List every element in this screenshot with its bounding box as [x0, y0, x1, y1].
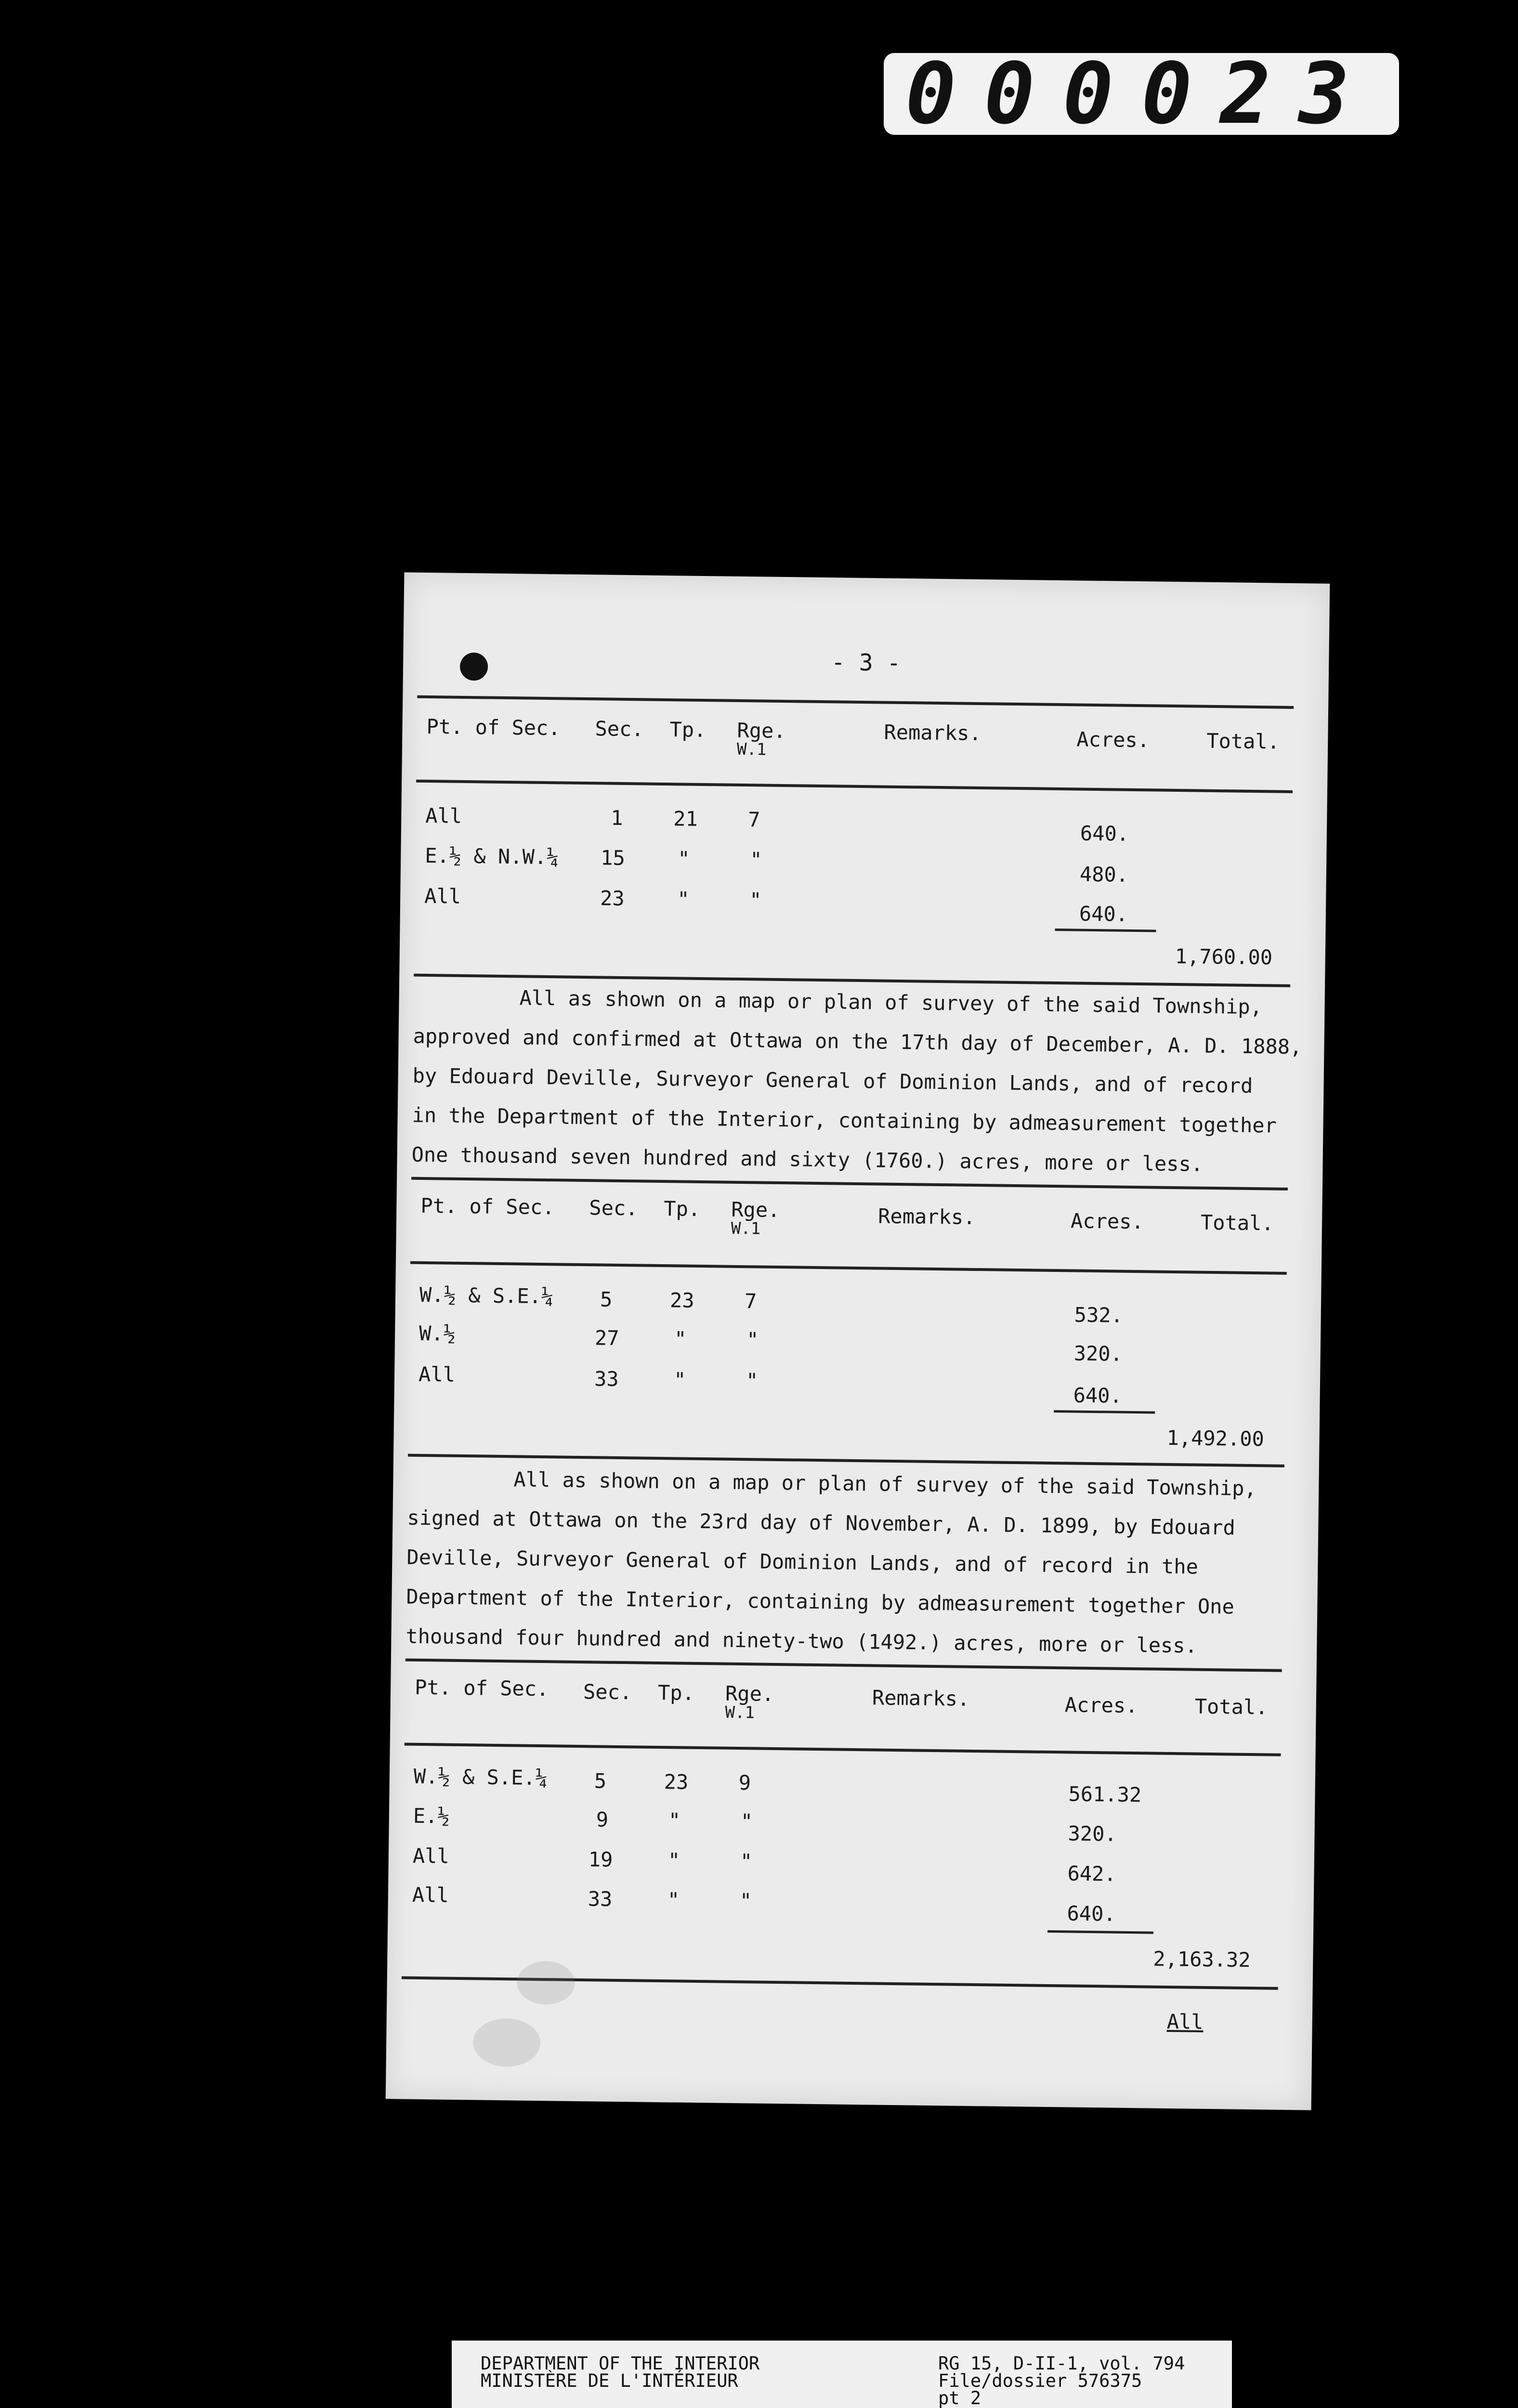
row-acres: 561.32 [1068, 1782, 1142, 1807]
row-acres: 642. [1067, 1861, 1116, 1886]
row-sec: 27 [594, 1326, 619, 1350]
legal-description-2 [406, 1459, 1284, 1667]
department-fr: MINISTÈRE DE L'INTÉRIEUR [481, 2370, 738, 2391]
row-acres: 640. [1079, 902, 1128, 926]
header-pt-of-sec: Pt. of Sec. [414, 1675, 549, 1701]
page-number: - 3 - [831, 649, 901, 677]
department-en: DEPARTMENT OF THE INTERIOR [481, 2353, 760, 2374]
row-rge: " [740, 1849, 753, 1873]
row-rge: 9 [738, 1771, 751, 1795]
paragraph-line: in the Department of the Interior, containing by admeasurement together [412, 1103, 1277, 1138]
land-table-2 [408, 1177, 1288, 1457]
header-pt-of-sec: Pt. of Sec. [426, 714, 561, 740]
row-tp: " [677, 847, 690, 871]
paragraph-line: signed at Ottawa on the 23rd day of November, A. D. 1899, by Edouard [407, 1505, 1236, 1540]
row-sec: 33 [594, 1367, 619, 1391]
header-acres: Acres. [1070, 1209, 1144, 1234]
land-table-1 [414, 695, 1294, 981]
row-rge: " [746, 1369, 759, 1393]
row-tp: 23 [669, 1288, 694, 1312]
header-total: Total. [1200, 1210, 1274, 1235]
row-pt: W.½ & S.E.¼ [413, 1764, 548, 1790]
paragraph-line: approved and confirmed at Ottawa on the 17th day of December, A. D. 1888, [413, 1024, 1302, 1059]
header-sec: Sec. [583, 1680, 632, 1704]
row-pt: W.½ & S.E.¼ [419, 1283, 554, 1309]
table-top-rule [417, 695, 1294, 709]
row-tp: " [668, 1808, 681, 1832]
legal-description-1 [411, 977, 1302, 1185]
paragraph-line: by Edouard Deville, Surveyor General of Dominion Lands, and of record [412, 1063, 1253, 1098]
row-acres: 320. [1073, 1341, 1123, 1366]
archive-reference-label [452, 2341, 1232, 2408]
header-total: Total. [1206, 729, 1280, 754]
sum-underline [1055, 929, 1156, 932]
header-rge: Rge. W.1 [731, 1197, 780, 1239]
header-remarks: Remarks. [872, 1686, 970, 1711]
row-pt: W.½ [419, 1321, 456, 1346]
table-total: 2,163.32 [1153, 1947, 1251, 1972]
row-tp: " [677, 887, 690, 911]
row-acres: 640. [1080, 821, 1129, 846]
paragraph-line: Department of the Interior, containing by admeasurement together One [406, 1584, 1235, 1619]
header-bottom-rule [405, 1743, 1281, 1756]
document-page [386, 572, 1330, 2110]
row-sec: 1 [610, 806, 623, 830]
sum-underline [1054, 1410, 1155, 1414]
row-sec: 19 [588, 1847, 613, 1871]
record-group-ref: RG 15, D-II-1, vol. 794 [938, 2353, 1185, 2374]
header-rge: Rge. W.1 [725, 1681, 774, 1723]
row-rge: 7 [744, 1289, 757, 1313]
header-remarks: Remarks. [884, 720, 982, 746]
catchword: All [1166, 2009, 1204, 2034]
row-acres: 480. [1079, 862, 1129, 887]
row-acres: 320. [1068, 1821, 1117, 1846]
paragraph-line: All as shown on a map or plan of survey of the said Township, [519, 986, 1263, 1019]
department-name [481, 2355, 759, 2390]
row-acres: 640. [1067, 1901, 1116, 1926]
row-tp: 21 [673, 807, 698, 831]
paragraph-line: All as shown on a map or plan of survey of the said Township, [513, 1467, 1257, 1501]
table-total: 1,492.00 [1166, 1426, 1265, 1451]
row-pt: All [424, 884, 461, 908]
header-tp: Tp. [669, 718, 707, 742]
row-rge: " [746, 1328, 759, 1352]
land-table-3 [402, 1659, 1282, 1997]
row-sec: 23 [600, 886, 625, 911]
row-pt: All [412, 1844, 450, 1868]
paragraph-line: thousand four hundred and ninety-two (1492.) acres, more or less. [406, 1624, 1198, 1658]
row-tp: " [667, 1888, 680, 1912]
header-bottom-rule [416, 780, 1293, 793]
header-acres: Acres. [1064, 1693, 1138, 1718]
header-tp: Tp. [664, 1197, 701, 1221]
part-number: pt 2 [938, 2388, 981, 2408]
row-sec: 9 [596, 1807, 609, 1832]
header-rge: Rge. W.1 [736, 718, 786, 759]
smudge [517, 1961, 575, 2004]
sum-underline [1047, 1930, 1153, 1934]
row-pt: E.½ [413, 1804, 450, 1828]
row-rge: " [749, 888, 762, 912]
header-sec: Sec. [589, 1196, 638, 1220]
table-total: 1,760.00 [1175, 944, 1273, 969]
row-tp: " [674, 1327, 687, 1351]
row-tp: " [667, 1848, 680, 1872]
header-tp: Tp. [657, 1680, 695, 1705]
header-sec: Sec. [595, 717, 644, 741]
row-tp: 23 [664, 1770, 689, 1794]
header-remarks: Remarks. [877, 1204, 976, 1229]
smudge [473, 2018, 541, 2067]
row-pt: All [425, 803, 462, 828]
row-acres: 532. [1074, 1303, 1124, 1327]
row-tp: " [673, 1368, 686, 1392]
row-pt: E.½ & N.W.¼ [424, 843, 559, 869]
header-acres: Acres. [1076, 727, 1150, 752]
row-rge: 7 [747, 808, 760, 832]
row-pt: All [412, 1883, 449, 1907]
row-sec: 15 [600, 846, 626, 870]
row-rge: " [739, 1889, 752, 1913]
header-pt-of-sec: Pt. of Sec. [420, 1193, 555, 1219]
row-rge: " [749, 848, 762, 872]
row-rge: " [740, 1809, 753, 1833]
row-sec: 33 [588, 1887, 613, 1911]
header-bottom-rule [410, 1261, 1287, 1275]
file-reference [938, 2355, 1185, 2407]
row-pt: All [418, 1362, 456, 1387]
row-sec: 5 [594, 1769, 607, 1793]
header-total: Total. [1194, 1694, 1268, 1719]
file-number: File/dossier 576375 [938, 2370, 1142, 2391]
paragraph-line: Deville, Surveyor General of Dominion Lands, and of record in the [406, 1545, 1199, 1579]
row-acres: 640. [1073, 1383, 1123, 1408]
frame-number: 000023 [884, 53, 1399, 135]
paragraph-line: One thousand seven hundred and sixty (1760.) acres, more or less. [411, 1142, 1204, 1176]
row-sec: 5 [600, 1287, 613, 1311]
